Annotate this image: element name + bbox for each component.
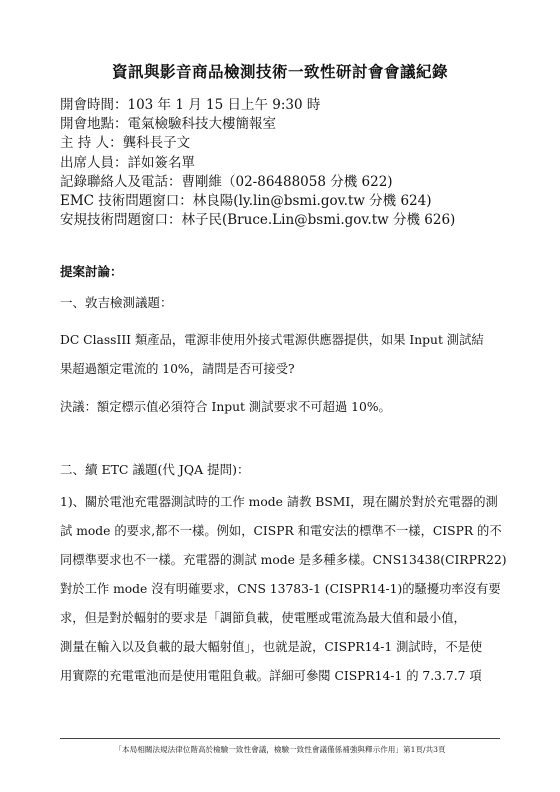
paragraph-line: 對於工作 mode 沒有明確要求，CNS 13783-1 (CISPR14-1)的騷擾功率沒有要 (60, 582, 501, 596)
paragraph-line: 求，但是對於輻射的要求是「調節負載，使電壓或電流為最大值和最小值， (60, 611, 466, 625)
paragraph-line: 同標準要求也不一樣。充電器的測試 mode 是多種多樣。CNS13438(CIRPR22) (60, 553, 507, 567)
emc-contact: EMC 技術問題窗口：林良陽(ly.lin@bsmi.gov.tw 分機 624) (60, 193, 432, 210)
section1-paragraph (60, 326, 510, 384)
record-contact: 記錄聯絡人及電話：曹剛維（02-86488058 分機 622) (60, 173, 393, 190)
paragraph-line: 試 mode 的要求,都不一樣。例如，CISPR 和電安法的標準不一樣，CISPR 的不 (60, 524, 502, 538)
section2-heading: 二、續 ETC 議題(代 JQA 提問)： (60, 462, 250, 477)
page-title: 資訊與影音商品檢測技術一致性研討會會議紀錄 (111, 62, 448, 81)
discussion-label: 提案討論： (60, 264, 123, 279)
page-footer: 「本局相關法規法律位階高於檢驗一致性會議，檢驗一致性會議僅係補強與釋示作用」第1頁/共3頁 (114, 745, 446, 754)
meeting-place: 開會地點：電氣檢驗科技大樓簡報室 (60, 116, 276, 133)
meeting-chair: 主 持 人：龔科長子文 (60, 135, 191, 152)
safety-contact: 安規技術問題窗口：林子民(Bruce.Lin@bsmi.gov.tw 分機 626) (60, 212, 456, 229)
paragraph-line: DC ClassIII 類產品，電源非使用外接式電源供應器提供，如果 Input 測試結 (60, 333, 484, 347)
paragraph-line: 測量在輸入以及負載的最大輻射值」，也就是說，CISPR14-1 測試時，不是使 (60, 640, 483, 654)
section2-paragraph (60, 488, 510, 691)
meeting-time: 開會時間：103 年 1 月 15 日上午 9:30 時 (60, 97, 321, 113)
footer-divider (60, 738, 500, 739)
paragraph-line: 1)、關於電池充電器測試時的工作 mode 請教 BSMI，現在關於對於充電器的測 (60, 495, 498, 509)
meeting-attendees: 出席人員：詳如簽名單 (60, 154, 195, 171)
meeting-info (60, 96, 530, 230)
section1-heading: 一、敦吉檢測議題： (60, 295, 173, 310)
section1-decision: 決議：額定標示值必須符合 Input 測試要求不可超過 10%。 (60, 400, 391, 414)
paragraph-line: 用實際的充電電池而是使用電阻負載。詳細可參閱 CISPR14-1 的 7.3.7.7 項 (60, 669, 482, 683)
paragraph-line: 果超過額定電流的 10%，請問是否可接受? (60, 362, 295, 376)
